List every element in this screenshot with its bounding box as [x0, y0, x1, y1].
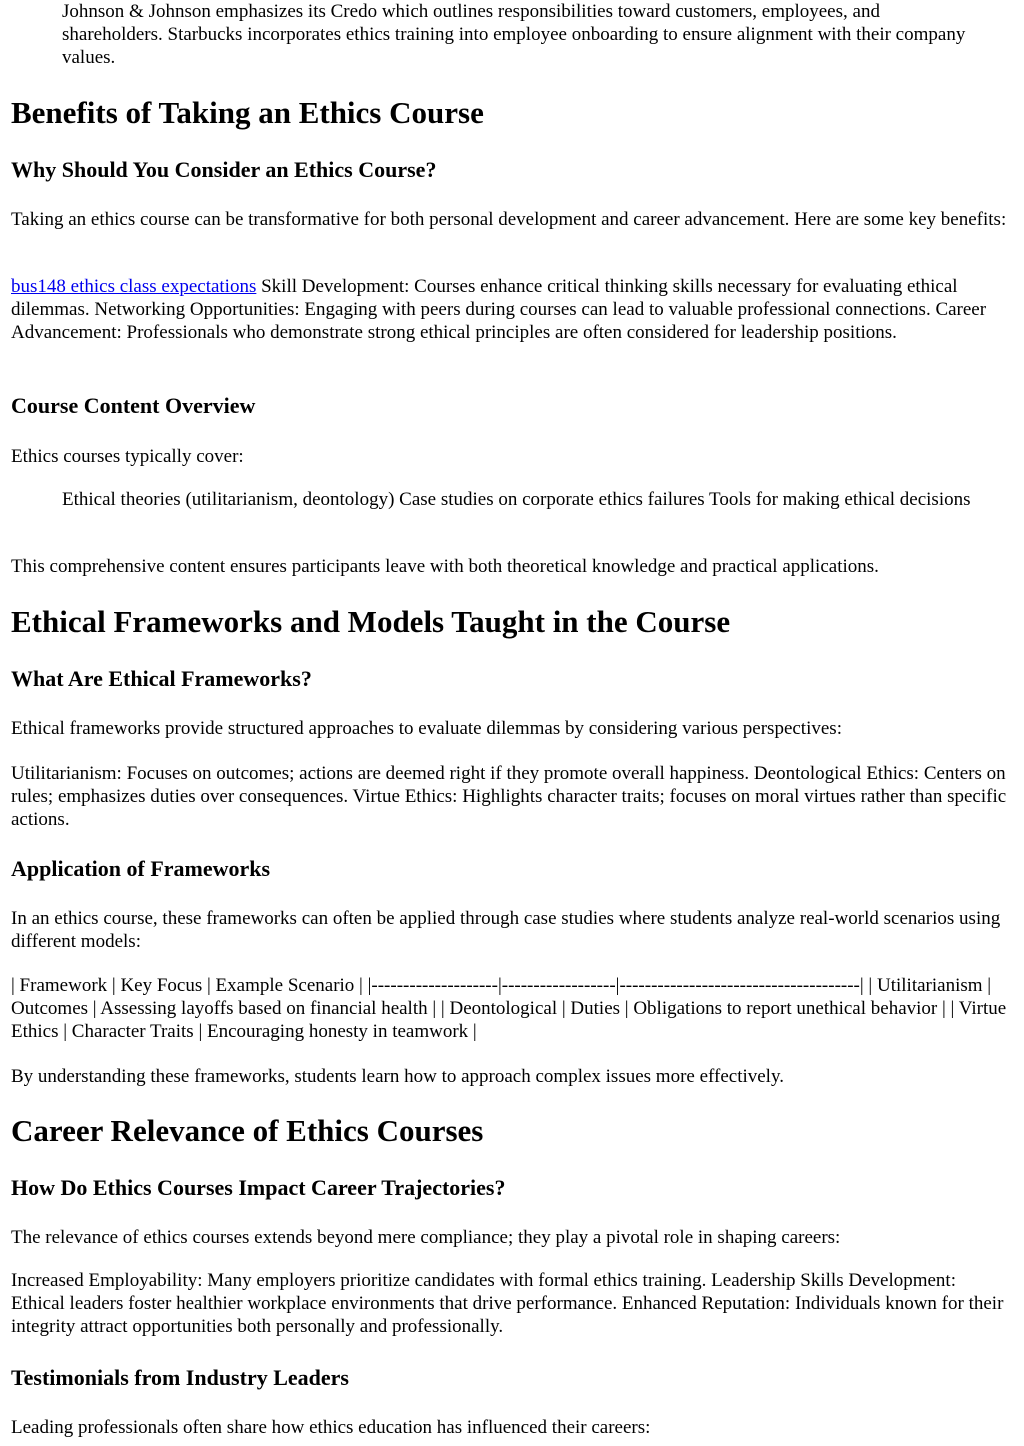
testimonials-heading: Testimonials from Industry Leaders — [11, 1365, 349, 1390]
career-impact-intro-text: The relevance of ethics courses extends beyond mere compliance; they play a pivotal role in shaping careers: — [11, 1227, 841, 1248]
benefits-list-paragraph — [11, 275, 1008, 344]
benefits-heading: Benefits of Taking an Ethics Course — [11, 95, 484, 130]
frameworks-conclusion-text: By understanding these frameworks, students learn how to approach complex issues more effectively. — [11, 1066, 784, 1087]
frameworks-table-text: | Framework | Key Focus | Example Scenario | |--------------------|------------------|--------------------------------------| | Utilitarianism | Outcomes | Assessing layoffs based on financial health | | Deontological | Duties | Obligations to report unethical behavior | | Virtue Ethics | Character Traits | Encouraging honesty in teamwork | — [11, 975, 1007, 1042]
course-content-list: Ethical theories (utilitarianism, deontology) Case studies on corporate ethics failures Tools for making ethical decisions — [62, 489, 971, 510]
bus148-ethics-class-link[interactable]: bus148 ethics class expectations — [11, 276, 257, 297]
course-content-heading: Course Content Overview — [11, 393, 256, 418]
application-heading: Application of Frameworks — [11, 856, 271, 881]
testimonials-intro-text: Leading professionals often share how ethics education has influenced their careers: — [11, 1417, 651, 1438]
career-benefits-list-text: Increased Employability: Many employers prioritize candidates with formal ethics training. Leadership Skills Development: Ethical leaders foster healthier workplace environments that drive performance. Enhanced Reputation: Individuals known for their integrity attract opportunities both personally and professionally. — [11, 1270, 1004, 1337]
course-content-intro-text: Ethics courses typically cover: — [11, 446, 244, 467]
career-impact-heading: How Do Ethics Courses Impact Career Trajectories? — [11, 1175, 506, 1200]
course-content-conclusion-text: This comprehensive content ensures participants leave with both theoretical knowledge and practical applications. — [11, 556, 879, 577]
benefits-intro-text: Taking an ethics course can be transformative for both personal development and career advancement. Here are some key benefits: — [11, 209, 1007, 230]
what-are-frameworks-heading: What Are Ethical Frameworks? — [11, 666, 312, 691]
application-intro-text: In an ethics course, these frameworks can often be applied through case studies where students analyze real-world scenarios using different models: — [11, 908, 1001, 952]
intro-continuation-text: Johnson & Johnson emphasizes its Credo which outlines responsibilities toward customers, employees, and shareholders. Starbucks incorporates ethics training into employee onboarding to ensure alignment with their company values. — [62, 1, 966, 68]
frameworks-list-text: Utilitarianism: Focuses on outcomes; actions are deemed right if they promote overall happiness. Deontological Ethics: Centers on rules; emphasizes duties over consequences. Virtue Ethics: Highlights character traits; focuses on moral virtues rather than specific actions. — [11, 763, 1007, 830]
frameworks-heading: Ethical Frameworks and Models Taught in the Course — [11, 604, 731, 639]
frameworks-intro-text: Ethical frameworks provide structured approaches to evaluate dilemmas by considering various perspectives: — [11, 718, 842, 739]
benefits-list-text: Skill Development: Courses enhance critical thinking skills necessary for evaluating ethical dilemmas. Networking Opportunities: Engaging with peers during courses can lead to valuable professional connections. Career Advancement: Professionals who demonstrate strong ethical principles are often considered for leadership positions. — [11, 276, 987, 343]
career-relevance-heading: Career Relevance of Ethics Courses — [11, 1113, 484, 1148]
why-consider-heading: Why Should You Consider an Ethics Course? — [11, 157, 437, 182]
